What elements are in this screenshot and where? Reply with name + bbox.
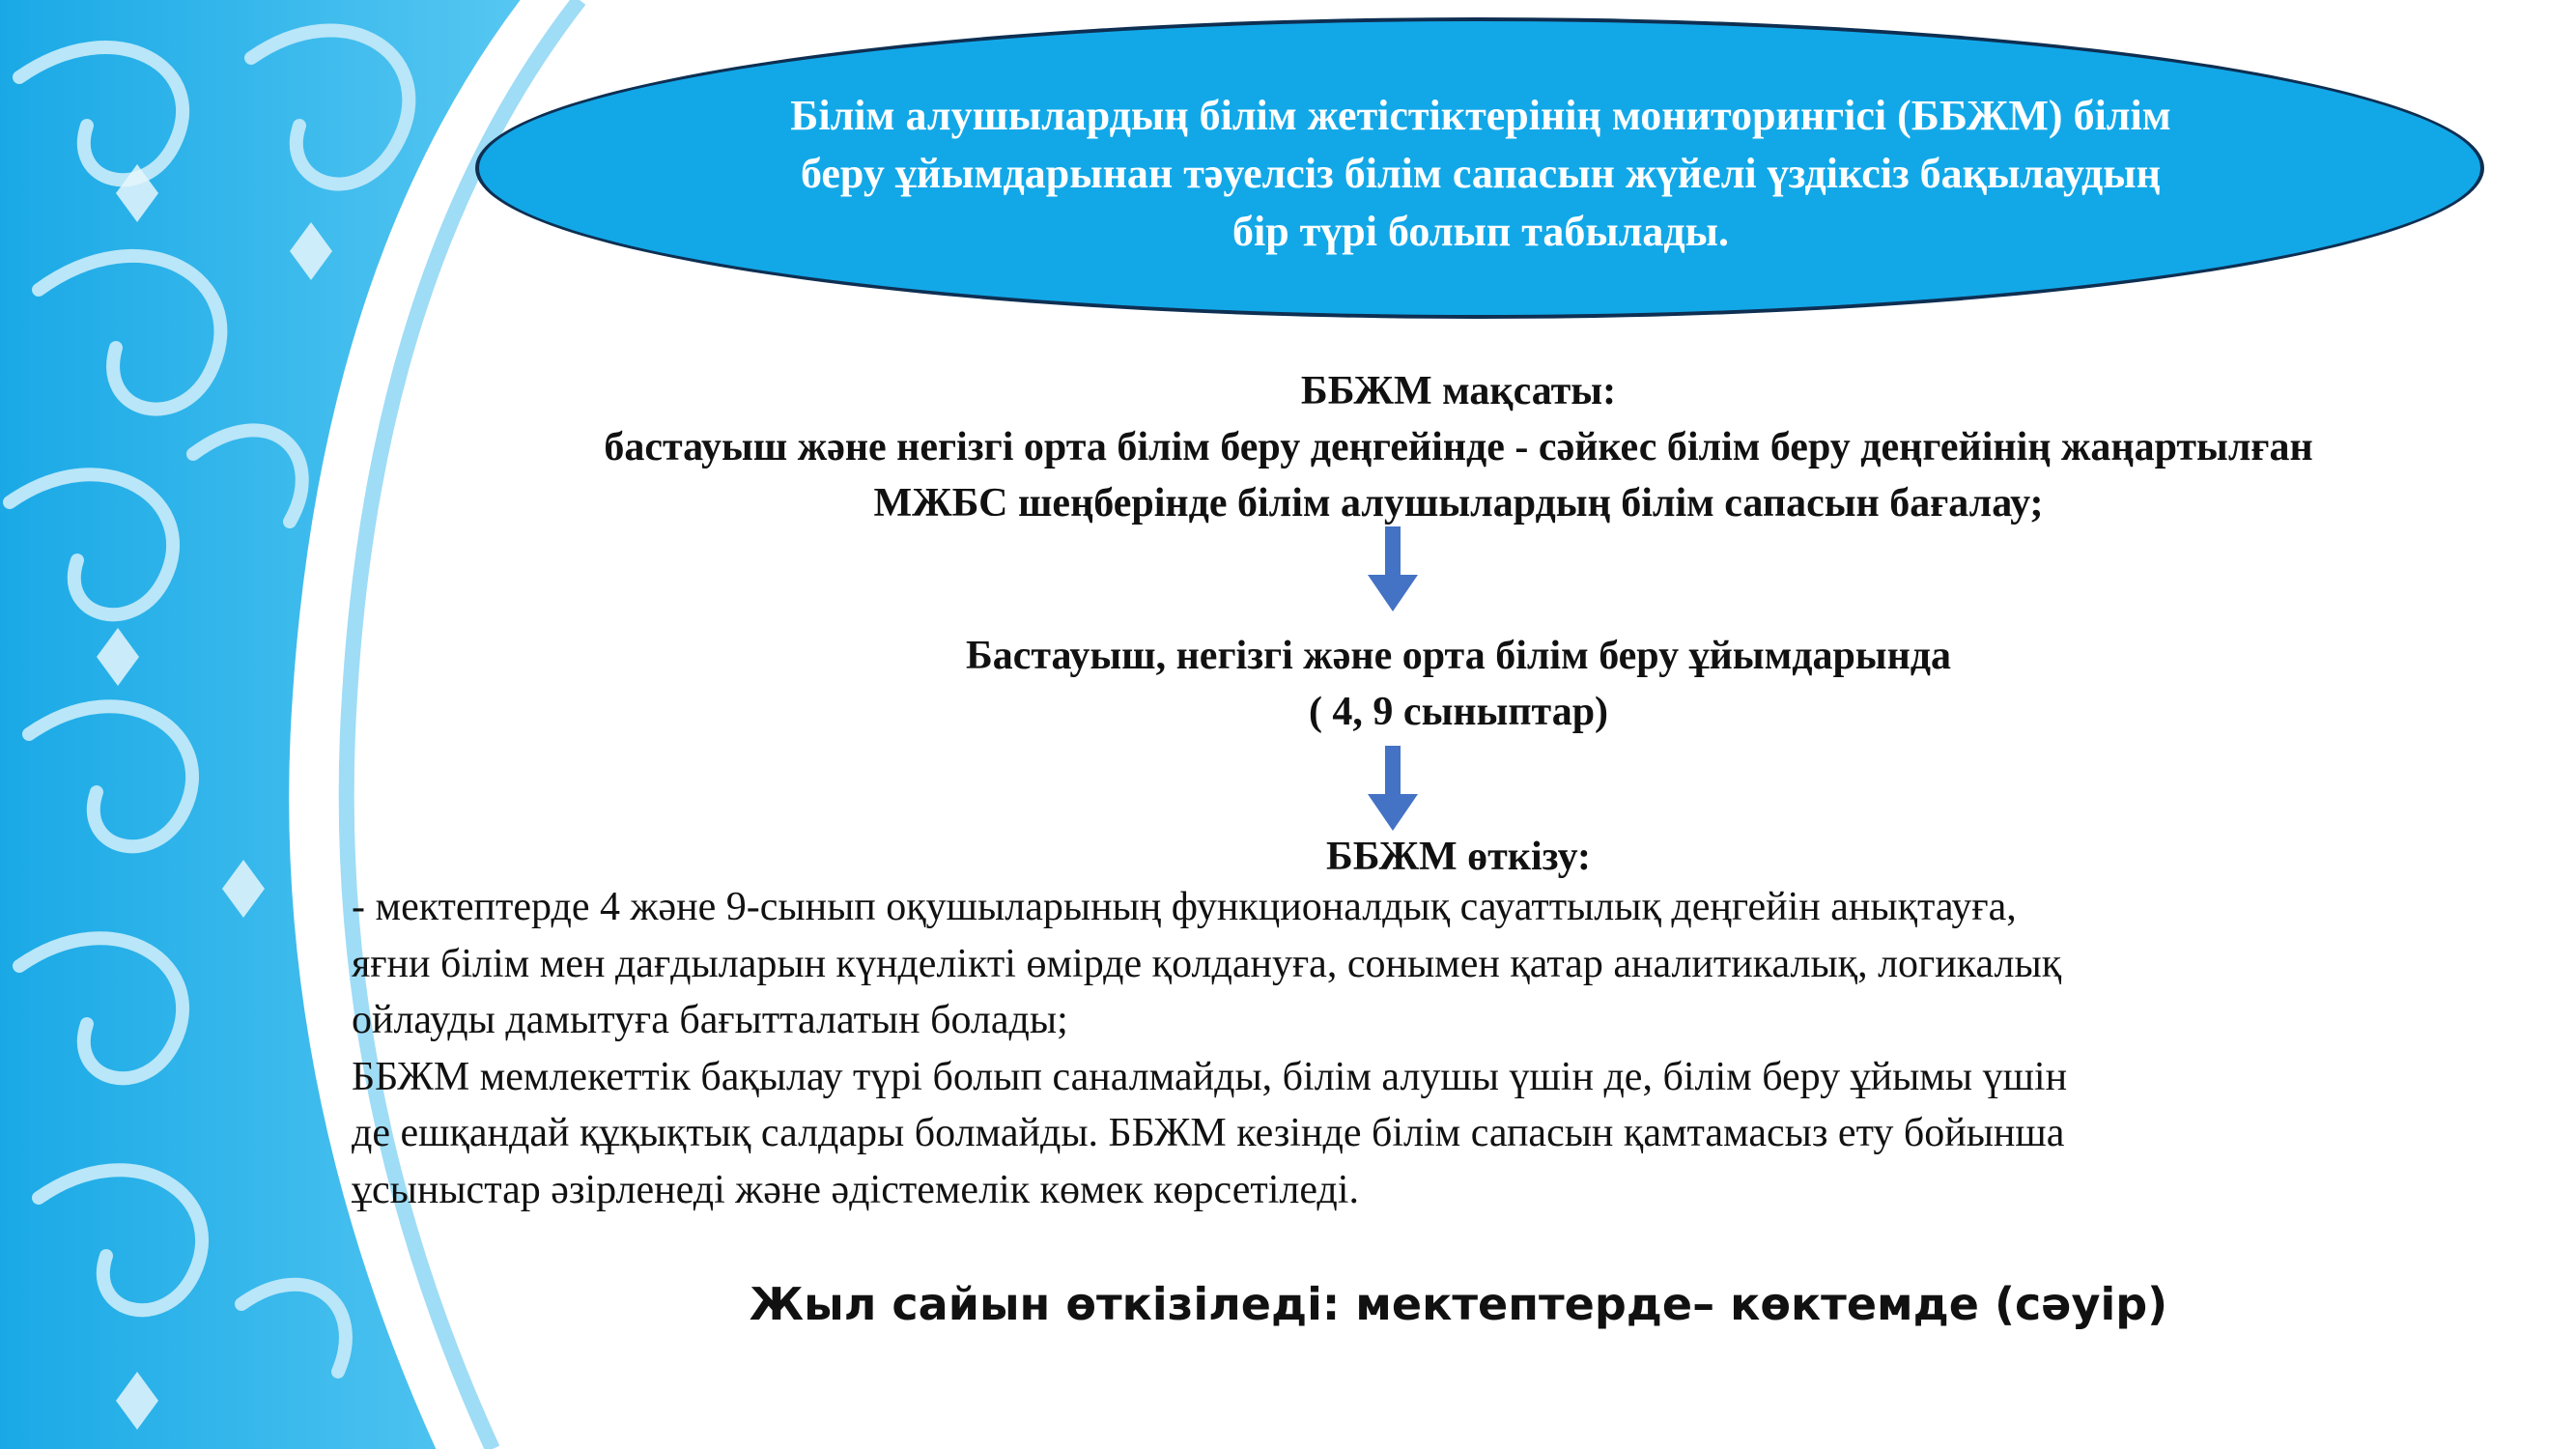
definition-line: беру ұйымдарынан тәуелсіз білім сапасын жүйелі үздіксіз бақылаудың <box>800 150 2162 197</box>
scope-line: Бастауыш, негізгі және орта білім беру ұйымдарында <box>965 634 1952 678</box>
conduct-line: яғни білім мен дағдыларын күнделікті өмірде қолдануға, сонымен қатар аналитикалық, логикалық <box>352 941 2062 986</box>
definition-line: Білім алушылардың білім жетістіктерінің мониторингісі (ББЖМ) білім <box>790 92 2171 139</box>
conduct-body <box>352 879 2477 1218</box>
scope-section <box>348 628 2569 740</box>
goal-line: бастауыш және негізгі орта білім беру деңгейінде - сәйкес білім беру деңгейінің жаңартылған <box>604 425 2313 469</box>
goal-line: МЖБС шеңберінде білім алушылардың білім сапасын бағалау; <box>873 481 2044 526</box>
definition-line: бір түрі болып табылады. <box>1231 208 1730 255</box>
definition-text <box>541 87 2420 261</box>
closing-text: Жыл сайын өткізіледі: мектептерде– көктемде (сәуір) <box>749 1278 2168 1330</box>
conduct-line: ұсыныстар әзірленеді және әдістемелік көмек көрсетіледі. <box>352 1167 1359 1212</box>
conduct-line: ойлауды дамытуға бағытталатын болады; <box>352 998 1068 1042</box>
conduct-line: - мектептерде 4 және 9-сынып оқушыларының функционалдық сауаттылық деңгейін анықтауға, <box>352 885 2017 929</box>
conduct-line: де ешқандай құқықтық салдары болмайды. ББЖМ кезінде білім сапасын қамтамасыз ету бойынша <box>352 1111 2065 1155</box>
arrow-down-icon <box>1364 526 1422 611</box>
conduct-heading: ББЖМ өткізу: <box>1325 835 1592 879</box>
scope-line: ( 4, 9 сыныптар) <box>1308 690 1609 734</box>
conduct-heading-block <box>348 829 2569 885</box>
arrow-down-icon <box>1364 746 1422 831</box>
conduct-line: ББЖМ мемлекеттік бақылау түрі болып саналмайды, білім алушы үшін де, білім беру ұйымы үшін <box>352 1054 2068 1099</box>
goal-section <box>348 363 2569 531</box>
goal-heading: ББЖМ мақсаты: <box>1300 369 1617 413</box>
